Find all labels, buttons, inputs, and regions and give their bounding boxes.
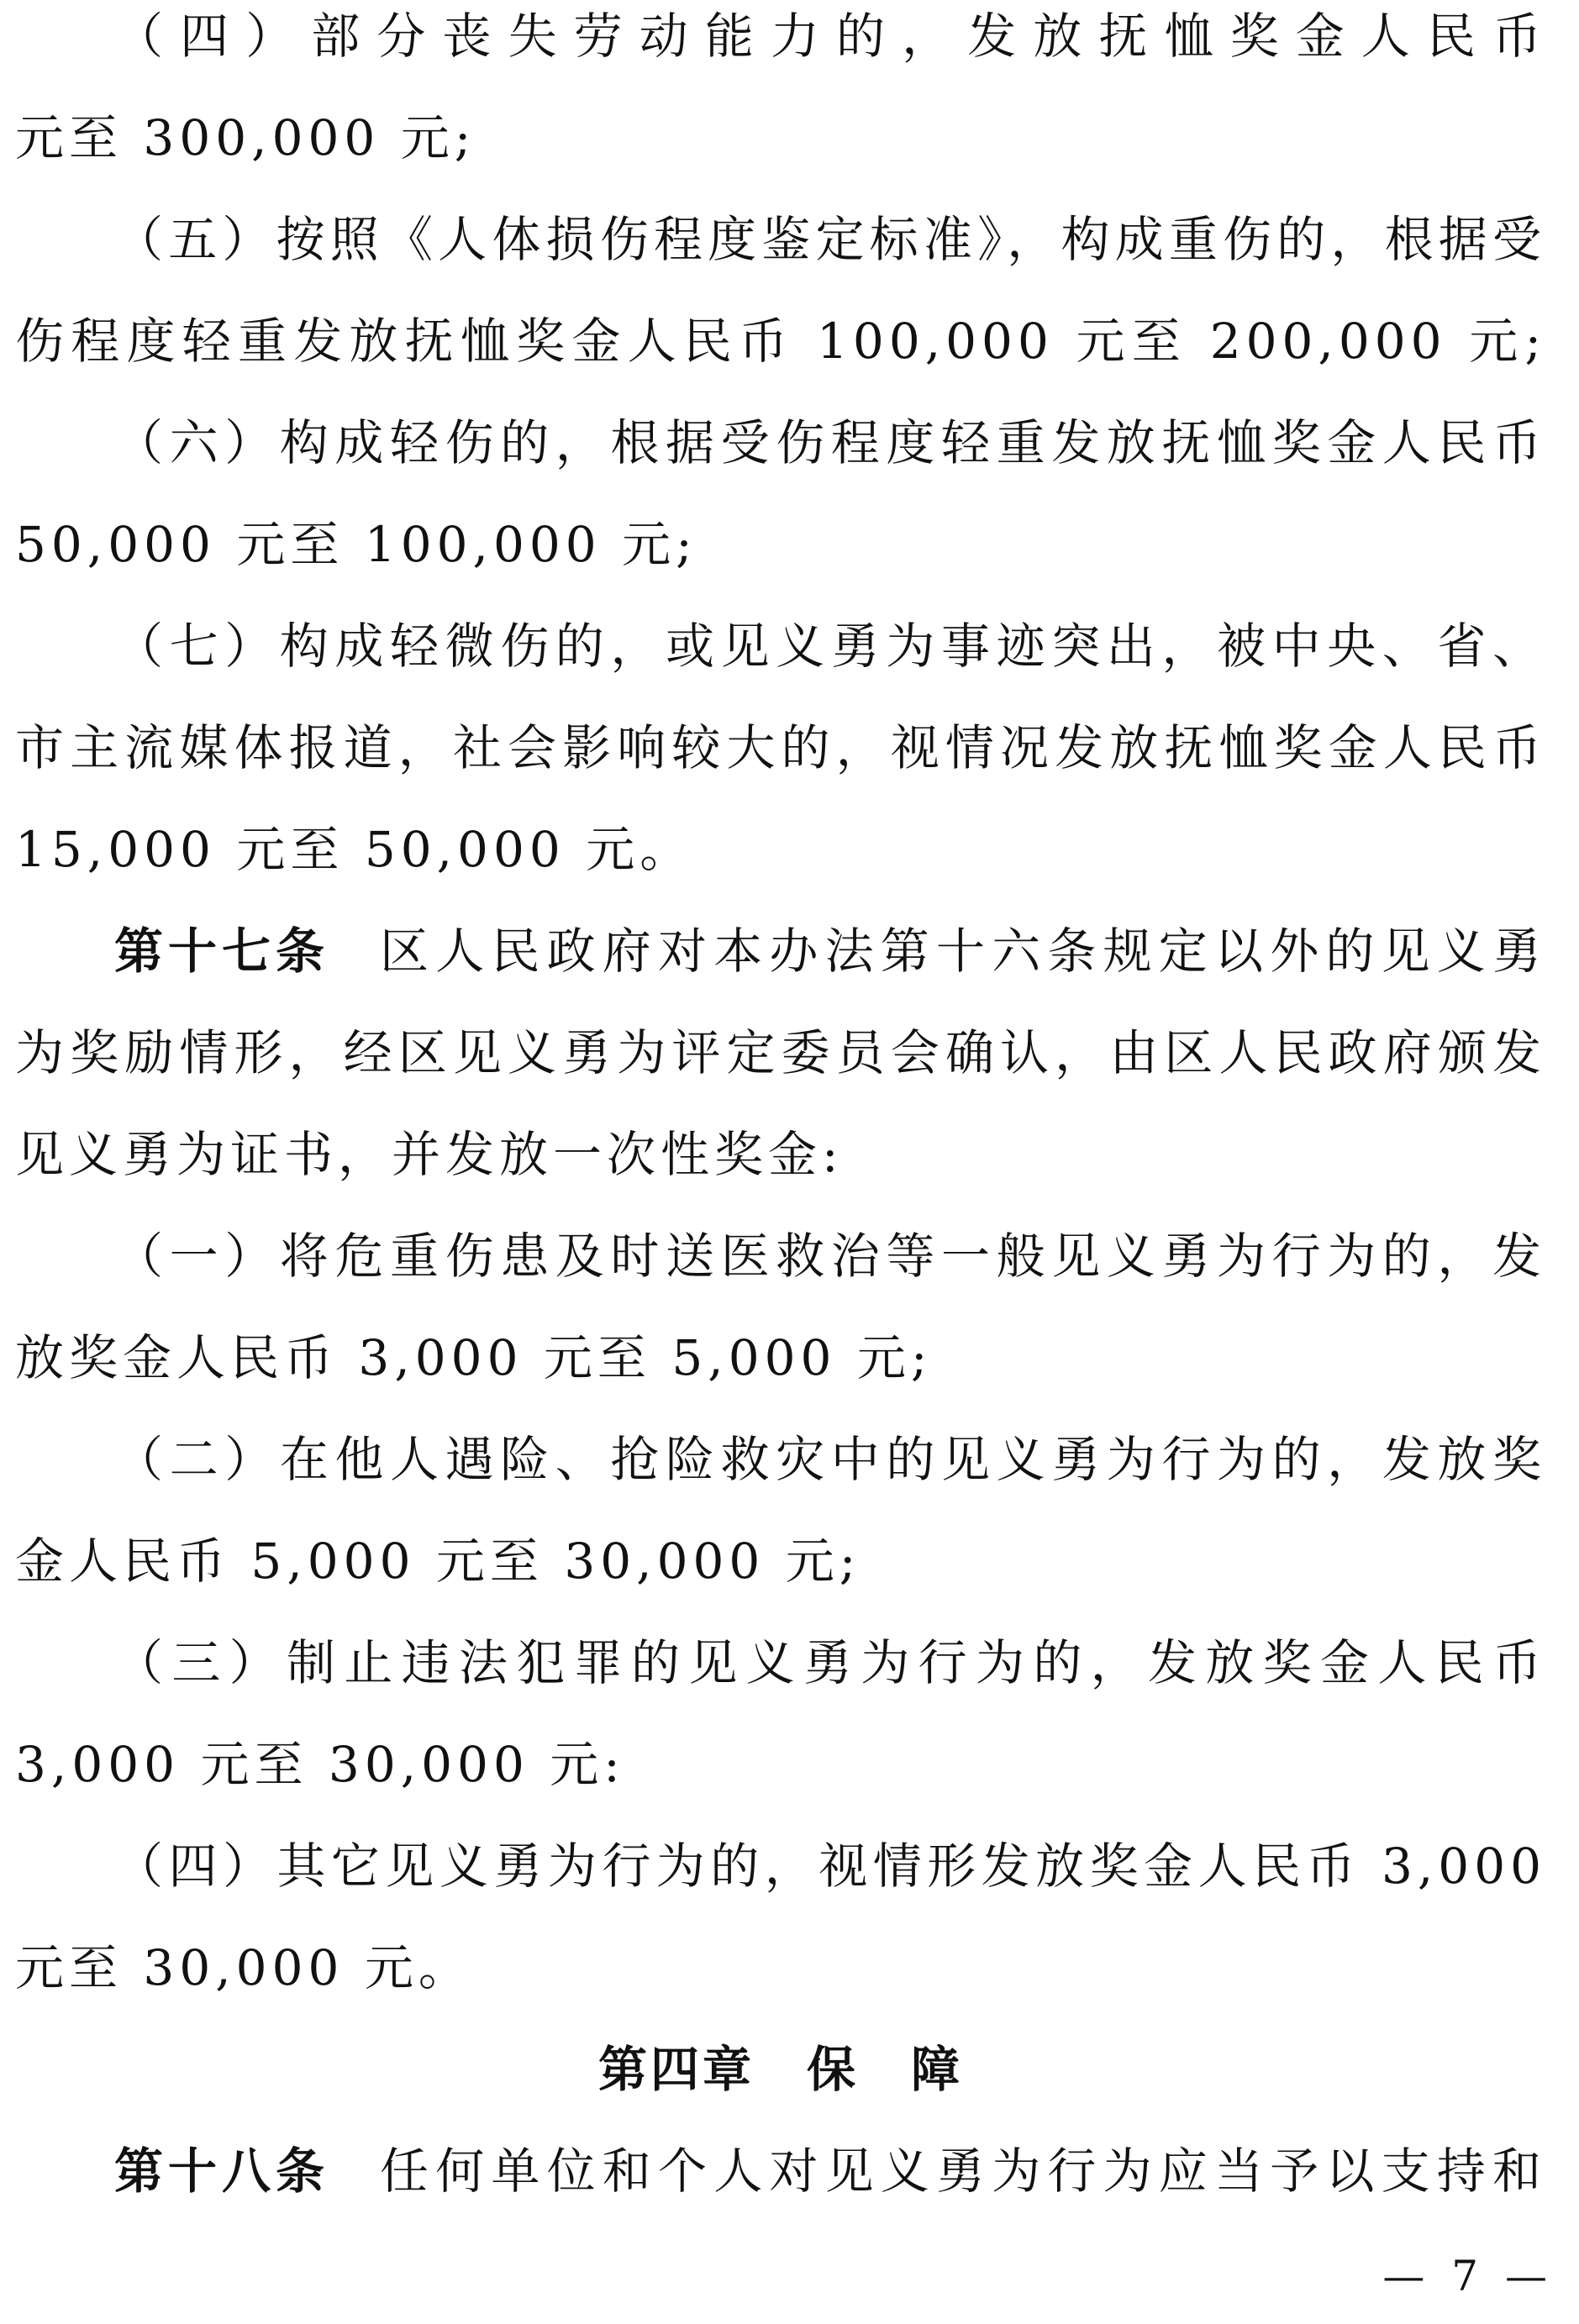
text-line: （四）部分丧失劳动能力的，发放抚恤奖金人民币	[114, 8, 1546, 65]
text-line: （七）构成轻微伤的，或见义勇为事迹突出，被中央、省、	[114, 618, 1546, 675]
text-line: 任何单位和个人对见义勇为行为应当予以支持和	[380, 2143, 1546, 2200]
text-line: （六）构成轻伤的，根据受伤程度轻重发放抚恤奖金人民币	[114, 414, 1546, 471]
text-line: 3,000 元至 30,000 元:	[15, 1736, 625, 1793]
text-line: 金人民币 5,000 元至 30,000 元;	[15, 1533, 861, 1590]
article-17-label: 第十七条	[114, 923, 330, 980]
page-number: — 7 —	[1382, 2252, 1554, 2300]
text-line: 15,000 元至 50,000 元。	[15, 821, 694, 878]
text-line: （一）将危重伤患及时送医救治等一般见义勇为行为的，发	[114, 1228, 1546, 1285]
text-line: 元至 300,000 元;	[15, 109, 476, 166]
text-line: 50,000 元至 100,000 元;	[15, 516, 697, 573]
text-line: 区人民政府对本办法第十六条规定以外的见义勇	[380, 923, 1546, 980]
text-line: （五）按照《人体损伤程度鉴定标准》，构成重伤的，根据受	[114, 211, 1546, 268]
text-line: 元至 30,000 元。	[15, 1939, 472, 1996]
text-line: （四）其它见义勇为行为的，视情形发放奖金人民币 3,000	[114, 1838, 1546, 1895]
text-line: 为奖励情形，经区见义勇为评定委员会确认，由区人民政府颁发	[15, 1024, 1546, 1081]
text-line: （三）制止违法犯罪的见义勇为行为的，发放奖金人民币	[114, 1634, 1546, 1691]
text-line: 见义勇为证书，并发放一次性奖金:	[15, 1126, 844, 1183]
article-17-line	[15, 901, 1546, 1002]
chapter-heading: 第四章 保 障	[597, 2041, 963, 2098]
article-18-label: 第十八条	[114, 2143, 330, 2200]
text-line: 市主流媒体报道，社会影响较大的，视情况发放抚恤奖金人民币	[15, 719, 1546, 776]
text-line: （二）在他人遇险、抢险救灾中的见义勇为行为的，发放奖	[114, 1431, 1546, 1488]
document-page	[15, 0, 1546, 2222]
article-18-line	[15, 2121, 1546, 2222]
text-line: 放奖金人民币 3,000 元至 5,000 元;	[15, 1329, 933, 1386]
text-line: 伤程度轻重发放抚恤奖金人民币 100,000 元至 200,000 元;	[15, 313, 1546, 370]
